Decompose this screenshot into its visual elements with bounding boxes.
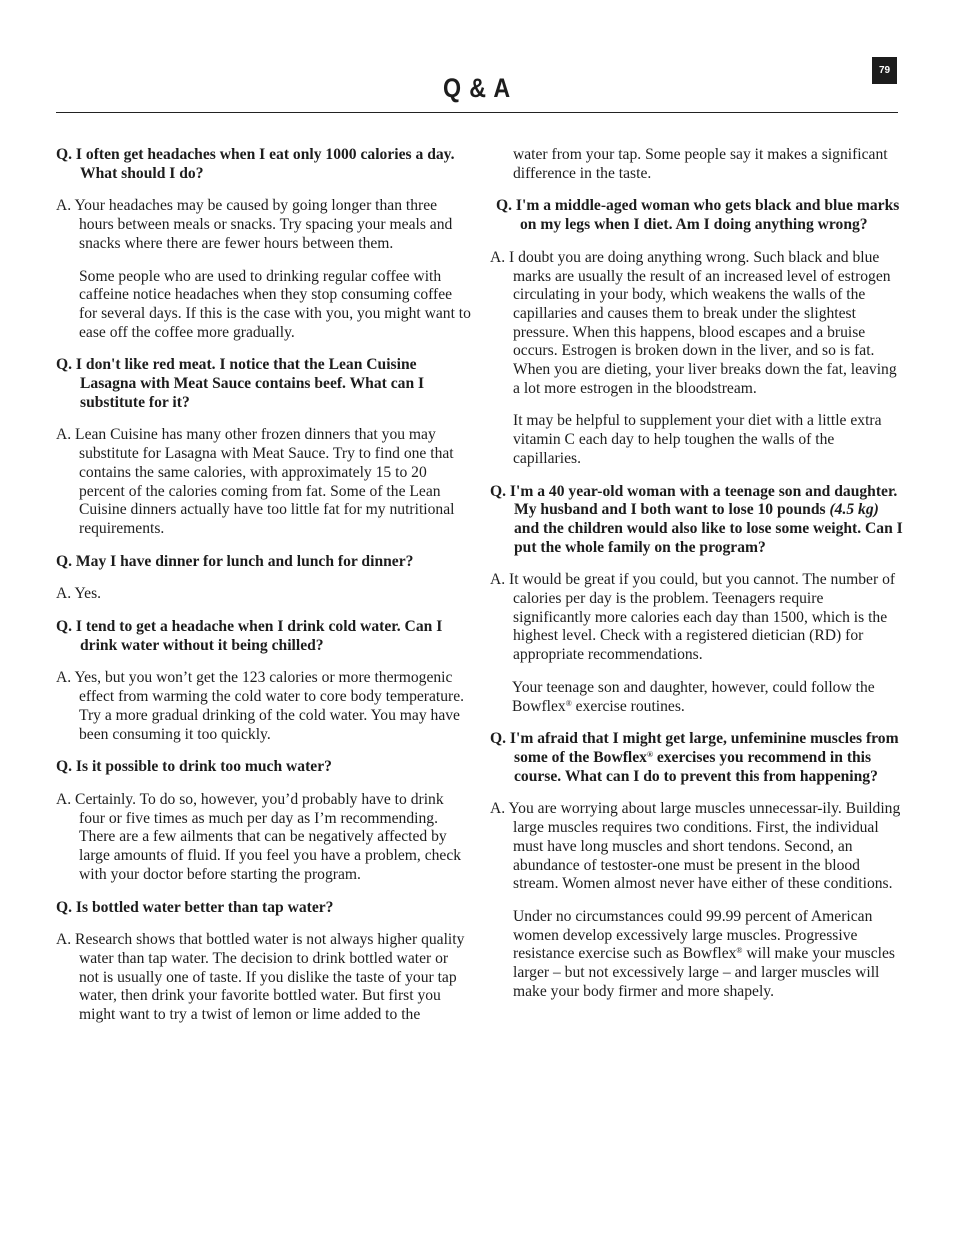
- question-text: Q. I'm afraid that I might get large, unfeminine muscles from some of the Bowflex: [490, 730, 899, 766]
- answer-headaches-coffee-paragraph: Some people who are used to drinking regular coffee with caffeine notice headaches when they stop consuming coffee for several days. If this is the case with you, you might want to ease off the coffee more gradually.: [79, 267, 471, 341]
- answer-text: will make your muscles larger – but not excessively large – and larger muscles will make your body firmer and more shapely.: [513, 945, 895, 1000]
- answer-cold-water-headache: A. Yes, but you won’t get the 123 calories or more thermogenic effect from warming the cold water to core body temperature. Try a more gradual drinking of the cold water. You may have been consuming it too quickly.: [56, 669, 465, 743]
- question-bottled-vs-tap-water: Q. Is bottled water better than tap water?: [56, 898, 334, 916]
- metric-weight: (4.5 kg): [829, 501, 879, 519]
- answer-black-blue-marks: A. I doubt you are doing anything wrong. Such black and blue marks are usually the result of an increased level of estrogen circulating in your body, which weakens the walls of the capillaries and causes them to break under the slightest pressure. When this happens, blood escapes and a bruise occurs. Estrogen is broken down in the liver, and so is fat. When you are dieting, your liver breaks down the fat, leaving a lot more estrogen in the bloodstream.: [490, 248, 897, 397]
- question-cold-water-headache: Q. I tend to get a headache when I drink cold water. Can I drink water without it being chilled?: [56, 618, 443, 654]
- answer-text: Your teenage son and daughter, however, could follow the Bowflex: [512, 678, 875, 715]
- question-large-muscles: [490, 730, 905, 786]
- answer-bottled-vs-tap-water: A. Research shows that bottled water is not always higher quality water than tap water. The decision to drink bottled water or not is usually one of taste. If you dislike the taste of your tap water, then drink your favorite bottled water. But first you might want to try a twist of lemon or lime added to the: [56, 931, 465, 1024]
- answer-bottled-vs-tap-water-continued: water from your tap. Some people say it makes a significant difference in the taste.: [513, 146, 888, 182]
- question-text: exercises you recommend in this course. What can I do to prevent this from happening?: [514, 748, 878, 785]
- answer-text: exercise routines.: [571, 697, 685, 715]
- answer-headaches-1000-calories: A. Your headaches may be caused by going longer than three hours between meals or snacks. Try spacing your meals and snacks where there are fewer hours between them.: [56, 197, 453, 252]
- answer-large-muscles-resistance-paragraph: [490, 908, 905, 1002]
- header-divider: [56, 112, 898, 113]
- question-dinner-for-lunch: Q. May I have dinner for lunch and lunch for dinner?: [56, 552, 414, 570]
- question-black-blue-marks: Q. I'm a middle-aged woman who gets black and blue marks on my legs when I diet. Am I doing anything wrong?: [496, 197, 900, 234]
- question-whole-family-program: [490, 483, 905, 558]
- right-column: [490, 146, 905, 1015]
- answer-large-muscles: A. You are worrying about large muscles unnecessar-ily. Building large muscles requires two conditions. First, the individual must have long muscles and short tendons. Second, an abundance of testoster-one must be present in the blood stream. Women almost never have either of these conditions.: [490, 800, 901, 893]
- answer-black-blue-marks-vitamin-c: It may be helpful to supplement your diet with a little extra vitamin C each day to help toughen the walls of the capillaries.: [513, 412, 882, 467]
- answer-too-much-water: A. Certainly. To do so, however, you’d probably have to drink four or five times as much per day as I’m recommending. There are a few ailments that can be negatively affected by large amounts of fluid. If you feel you have a problem, check with your doctor before starting the program.: [56, 790, 462, 883]
- answer-whole-family-bowflex-paragraph: [490, 679, 905, 716]
- question-red-meat-substitute: Q. I don't like red meat. I notice that the Lean Cuisine Lasagna with Meat Sauce contains beef. What can I substitute for it?: [56, 356, 425, 411]
- question-too-much-water: Q. Is it possible to drink too much water?: [56, 758, 332, 776]
- answer-text: Under no circumstances could 99.99 percent of American women develop excessively large muscles. Progressive resistance exercise such as Bowflex: [513, 907, 873, 963]
- answer-whole-family-program: A. It would be great if you could, but you cannot. The number of calories per day is the problem. Teenagers require significantly more calories each day than 1500, which is the highest level. Check with a registered dietician (RD) for appropriate recommendations.: [490, 571, 896, 664]
- registered-mark: ®: [565, 698, 572, 708]
- left-column: [56, 146, 471, 1039]
- question-text: Q. I'm a 40 year-old woman with a teenage son and daughter. My husband and I both want to lose 10 pounds: [490, 482, 898, 519]
- question-headaches-1000-calories: Q. I often get headaches when I eat only 1000 calories a day. What should I do?: [56, 146, 455, 182]
- registered-mark: ®: [646, 749, 653, 759]
- answer-dinner-for-lunch: A. Yes.: [56, 585, 102, 603]
- question-text: and the children would also like to lose some weight. Can I put the whole family on the program?: [514, 519, 903, 556]
- page-number-badge: 79: [872, 57, 897, 84]
- answer-red-meat-substitute: A. Lean Cuisine has many other frozen dinners that you may substitute for Lasagna with Meat Sauce. Try to find one that contains the same calories, with approximately 15 to 20 percent of the calories coming from fat. Some of the Lean Cuisine dinners actually have too little fat for my nutritional requirements.: [56, 426, 455, 537]
- page-title: Q & A: [443, 73, 511, 103]
- registered-mark: ®: [736, 946, 743, 956]
